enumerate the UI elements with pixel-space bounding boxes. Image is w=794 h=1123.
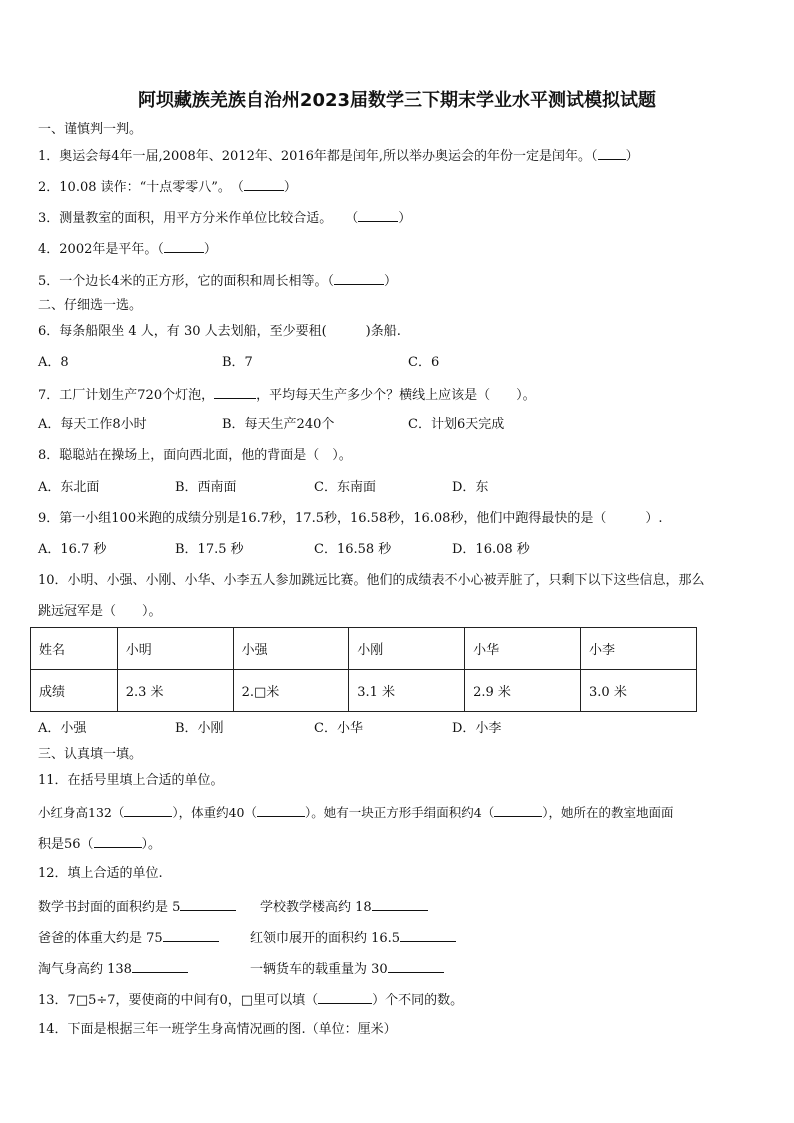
q6-option-c[interactable]: C．6 [408,355,440,370]
question-5-text: 5．一个边长4米的正方形，它的面积和周长相等。（ [38,274,335,289]
q9-option-a[interactable]: A．16.7 秒 [38,542,107,557]
q12-row-1-right [260,898,428,916]
answer-blank[interactable] [318,991,372,1004]
question-13 [38,991,463,1009]
page-title: 阿坝藏族羌族自治州2023届数学三下期末学业水平测试模拟试题 [137,90,657,111]
question-11: 11．在括号里填上合适的单位。 [38,773,224,788]
question-10-line-2: 跳远冠军是（ ）。 [38,604,162,619]
q12-item-text: 淘气身高约 138 [38,962,132,977]
table-cell: 小强 [233,628,349,670]
table-cell: 小刚 [349,628,465,670]
question-12: 12．填上合适的单位. [38,866,163,881]
q9-option-d[interactable]: D．16.08 秒 [452,542,530,557]
question-13-text-b: ）个不同的数。 [372,993,464,1008]
answer-blank[interactable] [334,272,384,285]
question-7-text-b: ，平均每天生产多少个？横线上应该是（ ）。 [256,388,536,403]
question-7-text-a: 7．工厂计划生产720个灯泡， [38,388,215,403]
question-4-close: ） [203,242,217,257]
q9-option-b[interactable]: B．17.5 秒 [175,542,244,557]
q10-option-c[interactable]: C．小华 [314,721,363,736]
question-6: 6．每条船限坐 4 人，有 30 人去划船，至少要租( )条船. [38,324,401,339]
q12-row-3-right [250,960,444,978]
question-3-text: 3．测量教室的面积，用平方分米作单位比较合适。 （ [38,211,359,226]
answer-blank[interactable] [124,804,172,817]
answer-blank[interactable] [372,898,428,911]
q11-text-f: ）。 [141,837,162,852]
q8-option-b[interactable]: B．西南面 [175,480,237,495]
q11-text-e: 积是56（ [38,837,94,852]
table-cell: 2.3 米 [117,670,233,712]
answer-blank[interactable] [244,178,284,191]
table-cell: 成绩 [31,670,118,712]
q11-text-b: ），体重约40（ [172,805,258,820]
table-cell: 2.9 米 [465,670,581,712]
fill-line [214,386,256,399]
question-4 [38,240,217,258]
question-14: 14．下面是根据三年一班学生身高情况画的图.（单位：厘米） [38,1022,397,1037]
table-cell: 姓名 [31,628,118,670]
q12-item-text: 学校教学楼高约 18 [260,900,372,915]
question-1-close: ） [625,149,639,164]
section-fill-heading: 三、认真填一填。 [38,747,143,762]
q6-option-a[interactable]: A．8 [38,355,69,370]
answer-blank[interactable] [598,147,626,160]
q12-row-3-left [38,960,188,978]
answer-blank[interactable] [257,804,305,817]
answer-blank[interactable] [163,929,219,942]
question-4-text: 4．2002年是平年。（ [38,242,164,257]
q7-option-c[interactable]: C．计划6天完成 [408,417,505,432]
q12-item-text: 红领巾展开的面积约 16.5 [250,931,401,946]
table-cell: 2.□米 [233,670,349,712]
q6-option-b[interactable]: B．7 [222,355,253,370]
question-5 [38,272,397,290]
q8-option-d[interactable]: D．东 [452,480,489,495]
question-9: 9．第一小组100米跑的成绩分别是16.7秒，17.5秒，16.58秒，16.08秒，他们中跑得最快的是（ ）. [38,511,663,526]
q12-item-text: 数学书封面的面积约是 5 [38,900,181,915]
answer-blank[interactable] [358,209,398,222]
table-cell: 小华 [465,628,581,670]
q7-option-a[interactable]: A．每天工作8小时 [38,417,147,432]
table-row [31,670,697,712]
scores-table [30,627,697,712]
answer-blank[interactable] [132,960,188,973]
q12-row-2-left [38,929,219,947]
question-11-line-2 [38,835,161,853]
question-2 [38,178,297,196]
question-3 [38,209,411,227]
answer-blank[interactable] [400,929,456,942]
answer-blank[interactable] [494,804,542,817]
q8-option-c[interactable]: C．东南面 [314,480,376,495]
question-1 [38,147,639,165]
q7-option-b[interactable]: B．每天生产240个 [222,417,335,432]
q12-row-1-left [38,898,236,916]
question-2-text: 2．10.08 读作：“十点零零八”。 （ [38,180,244,195]
question-13-text-a: 13．7□5÷7，要使商的中间有0，□里可以填（ [38,993,319,1008]
q12-row-2-right [250,929,456,947]
answer-blank[interactable] [94,835,142,848]
answer-blank[interactable] [164,240,204,253]
question-8: 8．聪聪站在操场上，面向西北面，他的背面是（ ）。 [38,448,352,463]
table-cell: 3.0 米 [581,670,697,712]
q11-text-a: 小红身高132（ [38,805,125,820]
q12-item-text: 爸爸的体重大约是 75 [38,931,163,946]
q8-option-a[interactable]: A．东北面 [38,480,100,495]
section-choice-heading: 二、仔细选一选。 [38,298,143,313]
q11-text-c: ）。她有一块正方形手绢面积约4（ [305,805,495,820]
q11-text-d: ），她所在的教室地面面 [542,805,674,820]
question-5-close: ） [384,274,398,289]
q10-option-d[interactable]: D．小李 [452,721,502,736]
q10-option-b[interactable]: B．小刚 [175,721,224,736]
table-cell: 小李 [581,628,697,670]
q10-option-a[interactable]: A．小强 [38,721,87,736]
question-3-close: ） [398,211,412,226]
question-1-text: 1．奥运会每4年一届,2008年、2012年、2016年都是闰年,所以举办奥运会的年份一定是闰年。（ [38,149,598,164]
question-7 [38,386,536,404]
section-judge-heading: 一、谨慎判一判。 [38,122,143,137]
table-header-row [31,628,697,670]
question-11-line-1 [38,804,674,821]
q12-item-text: 一辆货车的载重量为 30 [250,962,388,977]
answer-blank[interactable] [180,898,236,911]
answer-blank[interactable] [388,960,444,973]
table-cell: 小明 [117,628,233,670]
question-10-line-1: 10．小明、小强、小刚、小华、小李五人参加跳远比赛。他们的成绩表不小心被弄脏了，只剩下以下这些信息，那么 [38,573,705,588]
question-2-close: ） [283,180,297,195]
table-cell: 3.1 米 [349,670,465,712]
q9-option-c[interactable]: C．16.58 秒 [314,542,392,557]
